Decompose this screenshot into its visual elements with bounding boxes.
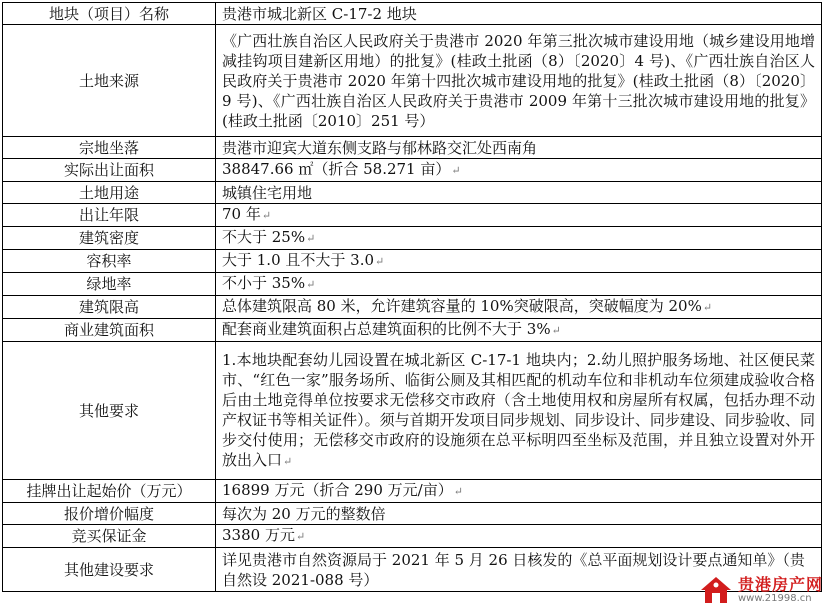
row-value: 每次为 20 万元的整数倍 <box>216 503 822 525</box>
row-label: 建筑密度 <box>3 227 216 250</box>
paragraph-mark: ↵ <box>306 278 316 291</box>
land-parcel-table <box>2 2 822 592</box>
table-row <box>3 25 822 137</box>
paragraph-mark: ↵ <box>453 485 463 498</box>
row-value: 总体建筑限高 80 米，允许建筑容量的 10%突破限高，突破幅度为 20%↵ <box>216 296 822 319</box>
row-value: 16899 万元（折合 290 万元/亩）↵ <box>216 480 822 503</box>
table-row <box>3 296 822 319</box>
site-watermark <box>698 570 824 610</box>
row-value: 贵港市城北新区 C-17-2 地块 <box>216 3 822 25</box>
table-row <box>3 525 822 548</box>
paragraph-mark: ↵ <box>451 164 461 177</box>
row-value: 详见贵港市自然资源局于 2021 年 5 月 26 日核发的《总平面规划设计要点通知单》（贵自然设 2021-088 号） <box>216 548 822 592</box>
table-row <box>3 182 822 204</box>
row-label: 土地用途 <box>3 182 216 204</box>
row-value: 70 年↵ <box>216 204 822 227</box>
row-label: 商业建筑面积 <box>3 319 216 342</box>
paragraph-mark: ↵ <box>295 530 306 543</box>
row-label: 竞买保证金 <box>3 525 216 548</box>
table-row <box>3 159 822 182</box>
table-row <box>3 137 822 159</box>
row-label: 土地来源 <box>3 25 216 137</box>
row-label: 出让年限 <box>3 204 216 227</box>
watermark-url: www.21998.cn <box>738 593 812 604</box>
table-row <box>3 250 822 273</box>
row-label: 容积率 <box>3 250 216 273</box>
row-value: 1.本地块配套幼儿园设置在城北新区 C-17-1 地块内；2.幼儿照护服务场地、社区便民菜市、“红色一家”服务场所、临街公厕及其相匹配的机动车位和非机动车位须建成验收合格后由土地竞得单位按要求无偿移交市政府（含土地使用权和房屋所有权属，包括办理不动产权证书等相关证件）。须与首期开发项目同步规划、同步设计、同步建设、同步验收、同步交付使用；无偿移交市政府的设施须在总平标明四至坐标及范围，并且独立设置对外开放出入口↵ <box>216 342 822 480</box>
row-value: 《广西壮族自治区人民政府关于贵港市 2020 年第三批次城市建设用地（城乡建设用地增减挂钩项目建新区用地）的批复》(桂政土批函（8）〔2020〕4 号)、《广西壮族自治区人民政府关于贵港市 2020 年第十四批次城市建设用地的批复》(桂政土批函（8）〔2020〕9 号)、《广西壮族自治区人民政府关于贵港市 2009 年第十三批次城市建设用地的批复》(桂政土批函〔2010〕251 号） <box>216 25 822 137</box>
row-label: 其他要求 <box>3 342 216 480</box>
paragraph-mark: ↵ <box>306 232 316 245</box>
table-row <box>3 503 822 525</box>
row-value: 不小于 35%↵ <box>216 273 822 296</box>
paragraph-mark: ↵ <box>551 324 561 337</box>
row-value: 38847.66 ㎡（折合 58.271 亩）↵ <box>216 159 822 182</box>
row-label: 地块（项目）名称 <box>3 3 216 25</box>
table-row <box>3 227 822 250</box>
table-row <box>3 204 822 227</box>
row-label: 建筑限高 <box>3 296 216 319</box>
row-value: 城镇住宅用地 <box>216 182 822 204</box>
row-value: 贵港市迎宾大道东侧支路与郁林路交汇处西南角 <box>216 137 822 159</box>
watermark-brand: 贵港房产网 <box>738 575 824 594</box>
table-row <box>3 273 822 296</box>
row-value: 配套商业建筑面积占总建筑面积的比例不大于 3%↵ <box>216 319 822 342</box>
table-row <box>3 342 822 480</box>
row-label: 绿地率 <box>3 273 216 296</box>
paragraph-mark: ↵ <box>261 209 272 222</box>
paragraph-mark: ↵ <box>283 454 293 468</box>
table-row <box>3 3 822 25</box>
table-row <box>3 480 822 503</box>
row-label: 报价增价幅度 <box>3 503 216 525</box>
row-label: 挂牌出让起始价（万元） <box>3 480 216 503</box>
row-label: 其他建设要求 <box>3 548 216 592</box>
paragraph-mark: ↵ <box>702 301 713 314</box>
house-logo-icon <box>698 572 734 608</box>
row-label: 实际出让面积 <box>3 159 216 182</box>
table-row <box>3 319 822 342</box>
paragraph-mark: ↵ <box>375 255 385 268</box>
row-label: 宗地坐落 <box>3 137 216 159</box>
row-value: 大于 1.0 且不大于 3.0↵ <box>216 250 822 273</box>
row-value: 不大于 25%↵ <box>216 227 822 250</box>
row-value: 3380 万元↵ <box>216 525 822 548</box>
